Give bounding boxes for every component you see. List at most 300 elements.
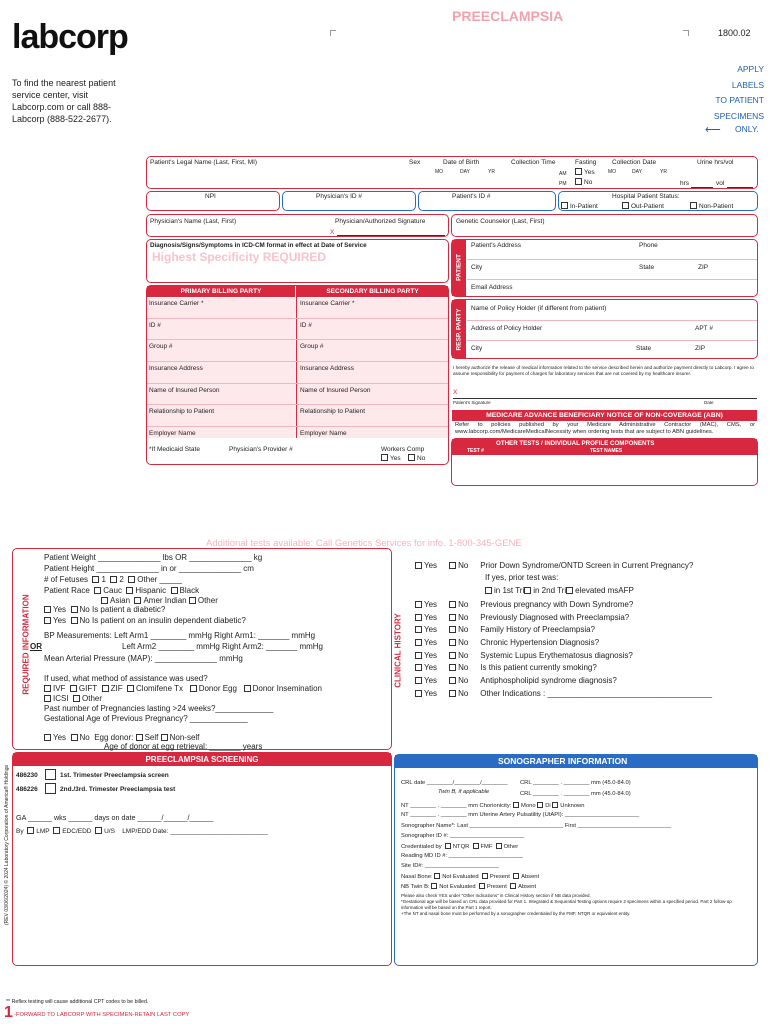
- edc-checkbox[interactable]: [53, 827, 60, 834]
- nasal-present-text: Present: [489, 874, 510, 880]
- nasal-row: [401, 873, 539, 880]
- nasal-present-checkbox[interactable]: [482, 873, 488, 879]
- race-label: Patient Race: [44, 586, 90, 595]
- nbtwin-present-text: Present: [486, 884, 507, 890]
- diabetic-yes-checkbox[interactable]: [44, 606, 51, 613]
- secondary-address[interactable]: Insurance Address: [300, 365, 354, 372]
- fetuses-label: # of Fetuses: [44, 575, 89, 584]
- ivf-row: [44, 684, 322, 693]
- clinical-row: [415, 613, 629, 622]
- gift-checkbox[interactable]: [70, 685, 77, 692]
- egg-age-line[interactable]: Age of donor at egg retrieval: _______ years: [104, 742, 263, 751]
- di-text: Di: [545, 803, 551, 809]
- nbtwin-absent-checkbox[interactable]: [510, 883, 516, 889]
- clinical-item-8-no-text: No: [458, 689, 469, 698]
- zif-text: ZIF: [110, 684, 123, 693]
- policy-state-label[interactable]: State: [636, 345, 652, 352]
- secondary-id[interactable]: ID #: [300, 322, 312, 329]
- donor-insemination-text: Donor Insemination: [252, 684, 322, 693]
- inpatient-option[interactable]: [561, 202, 598, 210]
- diagnosis-label: Diagnosis/Signs/Symptoms in ICD-CM format in effect at Date of Service: [150, 242, 367, 249]
- prior-test-option-2-checkbox[interactable]: [524, 587, 531, 594]
- clinical-item-4-no-text: No: [458, 638, 469, 647]
- ivf-other-text: Other: [82, 694, 103, 703]
- race-amer-indian-checkbox[interactable]: [134, 597, 141, 604]
- egg-donor-yes-text: Yes: [53, 733, 67, 742]
- bp-or: OR: [30, 642, 42, 651]
- vol-label: vol: [716, 180, 725, 187]
- clinical-history-tab: CLINICAL HISTORY: [393, 613, 403, 688]
- race-hispanic-text: Hispanic: [135, 586, 167, 595]
- race-hispanic-checkbox[interactable]: [126, 587, 133, 594]
- cred-other-text: Other: [503, 844, 519, 850]
- egg-self-checkbox[interactable]: [136, 734, 143, 741]
- fasting-yes[interactable]: [575, 168, 595, 176]
- legal-name-label: Patient's Legal Name (Last, First, MI): [150, 159, 258, 166]
- clinical-prior-screen-no-checkbox[interactable]: [449, 562, 456, 569]
- weight-line[interactable]: Patient Weight ______________ lbs OR ______________ kg: [44, 553, 263, 562]
- other-tests-title: OTHER TESTS / INDIVIDUAL PROFILE COMPONENTS: [496, 440, 655, 447]
- cred-other-checkbox[interactable]: [496, 843, 502, 849]
- nbtwin-noteval-text: Not Evaluated: [439, 884, 476, 890]
- credentialed-row: [401, 843, 518, 850]
- clinical-item-3-no-checkbox[interactable]: [449, 626, 456, 633]
- clinical-prior-screen-yes-text: Yes: [424, 561, 438, 570]
- diabetic-no-text: No: [79, 605, 90, 614]
- patient-zip-label[interactable]: ZIP: [698, 264, 709, 271]
- us-text: U/S: [104, 828, 115, 835]
- pa-line-2: [467, 279, 757, 280]
- cd-mo: MO: [608, 169, 617, 175]
- race-asian-text: Asian: [110, 596, 131, 605]
- secondary-carrier[interactable]: Insurance Carrier *: [300, 300, 355, 307]
- arrow-left-icon: ⟵: [705, 124, 721, 136]
- diabetic-question: Is patient a diabetic?: [91, 605, 166, 614]
- clinical-question: Previous pregnancy with Down Syndrome?: [480, 600, 634, 609]
- inpatient-text: In-Patient: [570, 203, 598, 210]
- inpatient-checkbox[interactable]: [561, 202, 568, 209]
- clinical-row: [415, 676, 617, 685]
- physician-name-label: Physician's Name (Last, First): [150, 218, 237, 225]
- mono-checkbox[interactable]: [513, 802, 519, 808]
- map-line[interactable]: Mean Arterial Pressure (MAP): ______________ mmHg: [44, 654, 243, 663]
- labcorp-logo: labcorp: [12, 18, 128, 56]
- outpatient-text: Out-Patient: [631, 203, 664, 210]
- required-info-tab: REQUIRED INFORMATION: [21, 594, 31, 695]
- clinical-item-1-no-text: No: [458, 600, 469, 609]
- nasal-noteval-text: Not Evaluated: [442, 874, 479, 880]
- by-label: By: [16, 828, 24, 835]
- hrs-line[interactable]: [691, 187, 713, 188]
- bill-line-6: [147, 426, 448, 427]
- fetus-1-text: 1: [101, 575, 106, 584]
- clinical-item-6-no-checkbox[interactable]: [449, 664, 456, 671]
- clinical-row: [415, 625, 595, 634]
- ntqr-text: NTQR: [452, 844, 470, 850]
- patient-id-label: Patient's ID #: [452, 193, 491, 200]
- nt-1[interactable]: NT ________ . ________ mm Chorionicity:: [401, 803, 512, 809]
- race-amer-indian-text: Amer Indian: [143, 596, 187, 605]
- sex-label: Sex: [409, 159, 421, 166]
- bill-line-2: [147, 339, 448, 340]
- workers-yes[interactable]: [381, 454, 401, 462]
- form-number: 1800.02: [718, 28, 751, 38]
- clinical-question: Antiphospholipid syndrome diagnosis?: [480, 676, 617, 685]
- race-cauc-text: Cauc: [103, 586, 122, 595]
- nonpatient-text: Non-Patient: [699, 203, 734, 210]
- fetus-other-checkbox[interactable]: [128, 576, 135, 583]
- clinical-item-7-no-checkbox[interactable]: [449, 677, 456, 684]
- race-other-text: Other: [197, 596, 218, 605]
- copy-number: 1: [4, 1004, 13, 1021]
- medicaid-label[interactable]: *If Medicaid State: [149, 446, 200, 453]
- apply-line-4: SPECIMENS: [713, 110, 764, 121]
- egg-donor-row: [44, 733, 199, 742]
- insulin-row: [44, 616, 246, 625]
- mono-text: Mono: [521, 803, 536, 809]
- workers-no[interactable]: [408, 454, 425, 462]
- physician-id-label: Physician's ID #: [316, 193, 363, 200]
- workers-yes-checkbox[interactable]: [381, 454, 388, 461]
- zif-checkbox[interactable]: [102, 685, 109, 692]
- height-line[interactable]: Patient Height ______________ in or ______________ cm: [44, 564, 254, 573]
- outpatient-option[interactable]: [622, 202, 664, 210]
- clinical-row: [415, 651, 633, 660]
- clinical-item-3-no-text: No: [458, 625, 469, 634]
- clinical-row-prior-screen: [415, 561, 693, 570]
- fmf-checkbox[interactable]: [473, 843, 479, 849]
- fasting-yes-checkbox[interactable]: [575, 168, 582, 175]
- clinical-item-8-yes-text: Yes: [424, 689, 438, 698]
- nonpatient-option[interactable]: [690, 202, 733, 210]
- clinical-item-5-yes-checkbox[interactable]: [415, 652, 422, 659]
- egg-donor-no-text: No: [79, 733, 90, 742]
- patient-address-label[interactable]: Patient's Address: [471, 242, 522, 249]
- clinical-item-4-no-checkbox[interactable]: [449, 639, 456, 646]
- nt-2[interactable]: NT ________ . ________ mm Uterine Artery Pulsatility (UtAPI): _______________________: [401, 812, 640, 818]
- cd-yr: YR: [660, 169, 667, 175]
- policy-zip-label[interactable]: ZIP: [695, 345, 706, 352]
- dob-day: DAY: [460, 169, 470, 175]
- billing-divider: [296, 286, 297, 438]
- fetus-other-text: Other _____: [137, 575, 182, 584]
- policy-holder-label[interactable]: Name of Policy Holder (if different from patient): [471, 305, 607, 312]
- patient-tab-text: PATIENT: [455, 254, 463, 281]
- egg-nonself-text: Non-self: [169, 733, 200, 742]
- fmf-text: FMF: [480, 844, 493, 850]
- diabetic-no-checkbox[interactable]: [71, 606, 78, 613]
- lmp-date-line[interactable]: LMP/EDD Date: ___________________________: [122, 828, 268, 835]
- outpatient-checkbox[interactable]: [622, 202, 629, 209]
- site-id[interactable]: Site ID#: _______________________: [401, 863, 499, 869]
- primary-billing-header: PRIMARY BILLING PARTY: [147, 286, 295, 297]
- patient-sig-line[interactable]: [453, 398, 757, 399]
- primary-relationship[interactable]: Relationship to Patient: [149, 408, 215, 415]
- clinical-item-1-no-checkbox[interactable]: [449, 601, 456, 608]
- egg-donor-no-checkbox[interactable]: [71, 734, 78, 741]
- dob-mo: MO: [435, 169, 444, 175]
- clinical-prior-test-label: If yes, prior test was:: [485, 573, 559, 582]
- race-cauc-checkbox[interactable]: [94, 587, 101, 594]
- patient-sig-x: X: [453, 389, 458, 396]
- workers-yes-text: Yes: [390, 455, 401, 462]
- bp-line-1[interactable]: BP Measurements: Left Arm1 ________ mmHg Right Arm1: _______ mmHg: [44, 631, 316, 640]
- race-asian-checkbox[interactable]: [101, 597, 108, 604]
- clinical-question: Other Indications : _____________________________________: [480, 689, 713, 698]
- clinical-question: Previously Diagnosed with Preeclampsia?: [480, 613, 630, 622]
- clinical-item-4-yes-checkbox[interactable]: [415, 639, 422, 646]
- prior-test-option-2-text: in 2nd Tri: [533, 586, 567, 595]
- am-label: AM: [559, 171, 567, 177]
- son-note-1: Please also check YES under "Other Indications" in Clinical History section if NB data provided.: [401, 893, 591, 898]
- clinical-question: Systemic Lupus Erythematosus diagnosis?: [480, 651, 633, 660]
- clinical-question: Is this patient currently smoking?: [480, 663, 597, 672]
- workers-no-text: No: [417, 455, 426, 462]
- urine-label: Urine hrs/vol: [697, 159, 734, 166]
- nb-twin-label: NB Twin B:: [401, 884, 430, 890]
- patient-city-label[interactable]: City: [471, 264, 483, 271]
- twin-b-label: Twin B, if applicable: [438, 789, 490, 795]
- clinical-item-2-no-checkbox[interactable]: [449, 614, 456, 621]
- reading-md[interactable]: Reading MD ID #: _______________________: [401, 853, 523, 859]
- screen-test-2: 2nd./3rd. Trimester Preeclampsia test: [60, 786, 176, 793]
- screen-code-2: 486226: [16, 786, 38, 793]
- past-pregnancies[interactable]: Past number of Pregnancies lasting >24 weeks?_____________: [44, 704, 274, 713]
- insulin-no-text: No: [79, 616, 90, 625]
- authorize-text: I hereby authorize the release of medical information related to the service described herein and authorize payment directly to Labcorp. I agree to assume responsibility for payment of charges for laboratory services that are not covered by my healthcare insurer.: [453, 365, 754, 376]
- provider-label[interactable]: Physician's Provider #: [229, 446, 293, 453]
- icsi-text: ICSI: [53, 694, 69, 703]
- ivf-question: If used, what method of assistance was used?: [44, 674, 208, 683]
- gift-text: GIFT: [78, 684, 98, 693]
- screen-code-1: 486230: [16, 772, 38, 779]
- insulin-question: Is patient on an insulin dependent diabetic?: [91, 616, 246, 625]
- secondary-employer[interactable]: Employer Name: [300, 430, 347, 437]
- test-names-header: TEST NAMES: [590, 448, 623, 454]
- clinical-prior-screen-yes-checkbox[interactable]: [415, 562, 422, 569]
- policy-apt-label[interactable]: APT #: [695, 325, 713, 332]
- nbtwin-absent-text: Absent: [518, 884, 537, 890]
- patient-sig-label: Patient's Signature: [453, 400, 491, 405]
- clinical-item-1-yes-checkbox[interactable]: [415, 601, 422, 608]
- clinical-row: [415, 689, 712, 698]
- clinical-item-2-yes-text: Yes: [424, 613, 438, 622]
- apply-line-2: LABELS: [731, 79, 764, 90]
- insulin-no-checkbox[interactable]: [71, 617, 78, 624]
- genetic-counselor-label: Genetic Counselor (Last, First): [456, 218, 545, 225]
- egg-donor-yes-checkbox[interactable]: [44, 734, 51, 741]
- di-checkbox[interactable]: [537, 802, 543, 808]
- clinical-item-7-yes-text: Yes: [424, 676, 438, 685]
- egg-donor-label: Egg donor:: [94, 733, 134, 742]
- rp-line-1: [467, 320, 757, 321]
- ivf-other-checkbox[interactable]: [73, 695, 80, 702]
- donor-egg-checkbox[interactable]: [190, 685, 197, 692]
- screening-header: PREECLAMPSIA SCREENING: [13, 753, 391, 766]
- signature-line[interactable]: [337, 235, 445, 236]
- donor-insemination-checkbox[interactable]: [244, 685, 251, 692]
- fasting-no-checkbox[interactable]: [575, 178, 582, 185]
- clinical-question: Prior Down Syndrome/ONTD Screen in Current Pregnancy?: [480, 561, 694, 570]
- nearest-center-text: To find the nearest patient service center, visit Labcorp.com or call 888-Labcorp (888-522-2677).: [12, 78, 116, 124]
- primary-address[interactable]: Insurance Address: [149, 365, 203, 372]
- us-checkbox[interactable]: [95, 827, 102, 834]
- pm-label: PM: [559, 181, 567, 187]
- sonographer-title: SONOGRAPHER INFORMATION: [498, 756, 628, 766]
- prior-test-option-1-checkbox[interactable]: [485, 587, 492, 594]
- primary-insured[interactable]: Name of Insured Person: [149, 387, 220, 394]
- clinical-item-7-yes-checkbox[interactable]: [415, 677, 422, 684]
- ivf-checkbox[interactable]: [44, 685, 51, 692]
- secondary-insured[interactable]: Name of Insured Person: [300, 387, 371, 394]
- apply-labels-text: [690, 62, 764, 124]
- crl-2[interactable]: CRL ________ . ________ mm (45.0-84.0): [520, 791, 631, 797]
- nb-twin-row: [401, 883, 536, 890]
- fetus-2-text: 2: [119, 575, 124, 584]
- diabetic-yes-text: Yes: [53, 605, 67, 614]
- clinical-item-1-yes-text: Yes: [424, 600, 438, 609]
- clinical-item-2-yes-checkbox[interactable]: [415, 614, 422, 621]
- ntqr-checkbox[interactable]: [445, 843, 451, 849]
- credentialed-label: Credentialed by: [401, 844, 442, 850]
- clinical-item-5-no-checkbox[interactable]: [449, 652, 456, 659]
- resp-party-tab-text: RESP. PARTY: [455, 308, 463, 351]
- secondary-billing-header: SECONDARY BILLING PARTY: [297, 286, 448, 297]
- hospital-status-label: Hospital Patient Status:: [612, 193, 680, 200]
- revision-side-text: (REV 03/06/2024) © 2024 Laboratory Corporation of America® Holdings: [4, 765, 10, 925]
- insulin-yes-text: Yes: [53, 616, 67, 625]
- race-row: [44, 586, 199, 595]
- fetus-2-checkbox[interactable]: [110, 576, 117, 583]
- genetics-info: Additional tests available: Call Genetics Services for info. 1-800-345-GENE: [206, 538, 522, 549]
- prior-test-option-3-checkbox[interactable]: [566, 587, 573, 594]
- nasal-absent-text: Absent: [521, 874, 540, 880]
- son-note-3: +The NT and nasal bone must be performed by a sonographer credentialed by the FMF, NTQR or equivalent entity.: [401, 911, 631, 916]
- dob-label: Date of Birth: [443, 159, 480, 166]
- sonographer-id[interactable]: Sonographer ID #: _______________________: [401, 833, 525, 839]
- fasting-no[interactable]: [575, 178, 592, 186]
- by-row: [16, 827, 268, 835]
- clinical-item-8-no-checkbox[interactable]: [449, 690, 456, 697]
- clinical-item-4-yes-text: Yes: [424, 638, 438, 647]
- patient-state-label[interactable]: State: [639, 264, 655, 271]
- workers-comp-label: Workers Comp: [381, 446, 425, 453]
- apply-line-1: APPLY: [737, 64, 764, 74]
- screen-1-checkbox[interactable]: [45, 769, 56, 780]
- clinical-question: Chronic Hypertension Diagnosis?: [480, 638, 600, 647]
- unknown-text: Unknown: [560, 803, 585, 809]
- egg-self-text: Self: [144, 733, 159, 742]
- patient-phone-label[interactable]: Phone: [639, 242, 658, 249]
- race-black-checkbox[interactable]: [171, 587, 178, 594]
- dob-yr: YR: [488, 169, 495, 175]
- ga-line[interactable]: GA ______ wks ______ days on date ______/______/______: [16, 813, 214, 822]
- clinical-item-3-yes-checkbox[interactable]: [415, 626, 422, 633]
- insulin-yes-checkbox[interactable]: [44, 617, 51, 624]
- hrs-label: hrs: [680, 180, 690, 187]
- nbtwin-present-checkbox[interactable]: [479, 883, 485, 889]
- clinical-row: [415, 600, 633, 609]
- bill-line-3: [147, 361, 448, 362]
- son-note-2: *Gestational age will be based on CRL data provided for Part 1. Integrated & Sequential Testing options require 2 specimens within a specified period. Part 2 follow-up information will be based on the Part 1 report.: [401, 899, 732, 910]
- donor-egg-text: Donor Egg: [198, 684, 237, 693]
- collection-date-label: Collection Date: [612, 159, 657, 166]
- clinical-item-2-no-text: No: [458, 613, 469, 622]
- clomifene-text: Clomifene Tx: [136, 684, 184, 693]
- crl-1[interactable]: CRL ________ . ________ mm (45.0-84.0): [520, 780, 631, 786]
- lmp-checkbox[interactable]: [27, 827, 34, 834]
- lmp-text: LMP: [36, 828, 50, 835]
- test-num-header: TEST #: [467, 448, 484, 454]
- primary-group[interactable]: Group #: [149, 343, 173, 350]
- race-other-checkbox[interactable]: [189, 597, 196, 604]
- icsi-checkbox[interactable]: [44, 695, 51, 702]
- highest-specificity: Highest Specificity REQUIRED: [152, 250, 327, 264]
- abn-text: Refer to policies published by your Medicare Administrative Contractor (MAC), CMS, or www.labcorp.com/MedicareMedicalNecessity when ordering tests that are subject to ABN guidelines.: [455, 422, 755, 435]
- fasting-no-text: No: [584, 179, 593, 186]
- egg-nonself-checkbox[interactable]: [161, 734, 168, 741]
- nasal-noteval-checkbox[interactable]: [434, 873, 440, 879]
- bill-line-4: [147, 383, 448, 384]
- screen-test-1: 1st. Trimester Preeclampsia screen: [60, 772, 169, 779]
- patient-email-label[interactable]: Email Address: [471, 284, 513, 291]
- vol-line[interactable]: [727, 187, 753, 188]
- clinical-row: [415, 663, 597, 672]
- npi-label: NPI: [205, 193, 216, 200]
- nasal-absent-checkbox[interactable]: [513, 873, 519, 879]
- primary-id[interactable]: ID #: [149, 322, 161, 329]
- rp-line-2: [467, 340, 757, 341]
- secondary-group[interactable]: Group #: [300, 343, 324, 350]
- form-title: PREECLAMPSIA: [452, 8, 564, 24]
- clinical-question: Family History of Preeclampsia?: [480, 625, 595, 634]
- bill-line-1: [147, 318, 448, 319]
- pa-line-1: [467, 259, 757, 260]
- reflex-note: ** Reflex testing will cause additional CPT codes to be billed.: [6, 999, 149, 1005]
- nonpatient-checkbox[interactable]: [690, 202, 697, 209]
- clinical-prior-screen-no-text: No: [458, 561, 469, 570]
- secondary-relationship[interactable]: Relationship to Patient: [300, 408, 366, 415]
- policy-city-label[interactable]: City: [471, 345, 483, 352]
- forward-note: -FORWARD TO LABCORP WITH SPECIMEN-RETAIN LAST COPY: [14, 1012, 190, 1018]
- ivf-text: IVF: [53, 684, 66, 693]
- workers-no-checkbox[interactable]: [408, 454, 415, 461]
- clinical-item-6-yes-text: Yes: [424, 663, 438, 672]
- race-black-text: Black: [179, 586, 200, 595]
- collection-time-label: Collection Time: [511, 159, 556, 166]
- clinical-item-6-yes-checkbox[interactable]: [415, 664, 422, 671]
- nt-row-1: [401, 802, 584, 809]
- clinical-item-8-yes-checkbox[interactable]: [415, 690, 422, 697]
- signature-label: Physician/Authorized Signature: [335, 218, 426, 225]
- crl-date[interactable]: CRL date ________/________/________: [401, 780, 508, 786]
- sonographer-name[interactable]: Sonographer Name*: Last _____________________________ First _____________________________: [401, 823, 672, 829]
- primary-employer[interactable]: Employer Name: [149, 430, 196, 437]
- edc-text: EDC/EDD: [62, 828, 92, 835]
- prior-test-option-3-text: elevated msAFP: [575, 586, 634, 595]
- nbtwin-noteval-checkbox[interactable]: [431, 883, 437, 889]
- bp-line-2[interactable]: Left Arm2 ________ mmHg Right Arm2: _______ mmHg: [122, 642, 323, 651]
- screen-2-checkbox[interactable]: [45, 783, 56, 794]
- clomifene-checkbox[interactable]: [127, 685, 134, 692]
- clinical-item-5-no-text: No: [458, 651, 469, 660]
- fetus-1-checkbox[interactable]: [92, 576, 99, 583]
- primary-carrier[interactable]: Insurance Carrier *: [149, 300, 204, 307]
- policy-address-label[interactable]: Address of Policy Holder: [471, 325, 543, 332]
- unknown-checkbox[interactable]: [552, 802, 558, 808]
- prior-test-option-1-text: in 1st Tri: [494, 586, 525, 595]
- previous-ga[interactable]: Gestational Age of Previous Pregnancy? _____________: [44, 714, 248, 723]
